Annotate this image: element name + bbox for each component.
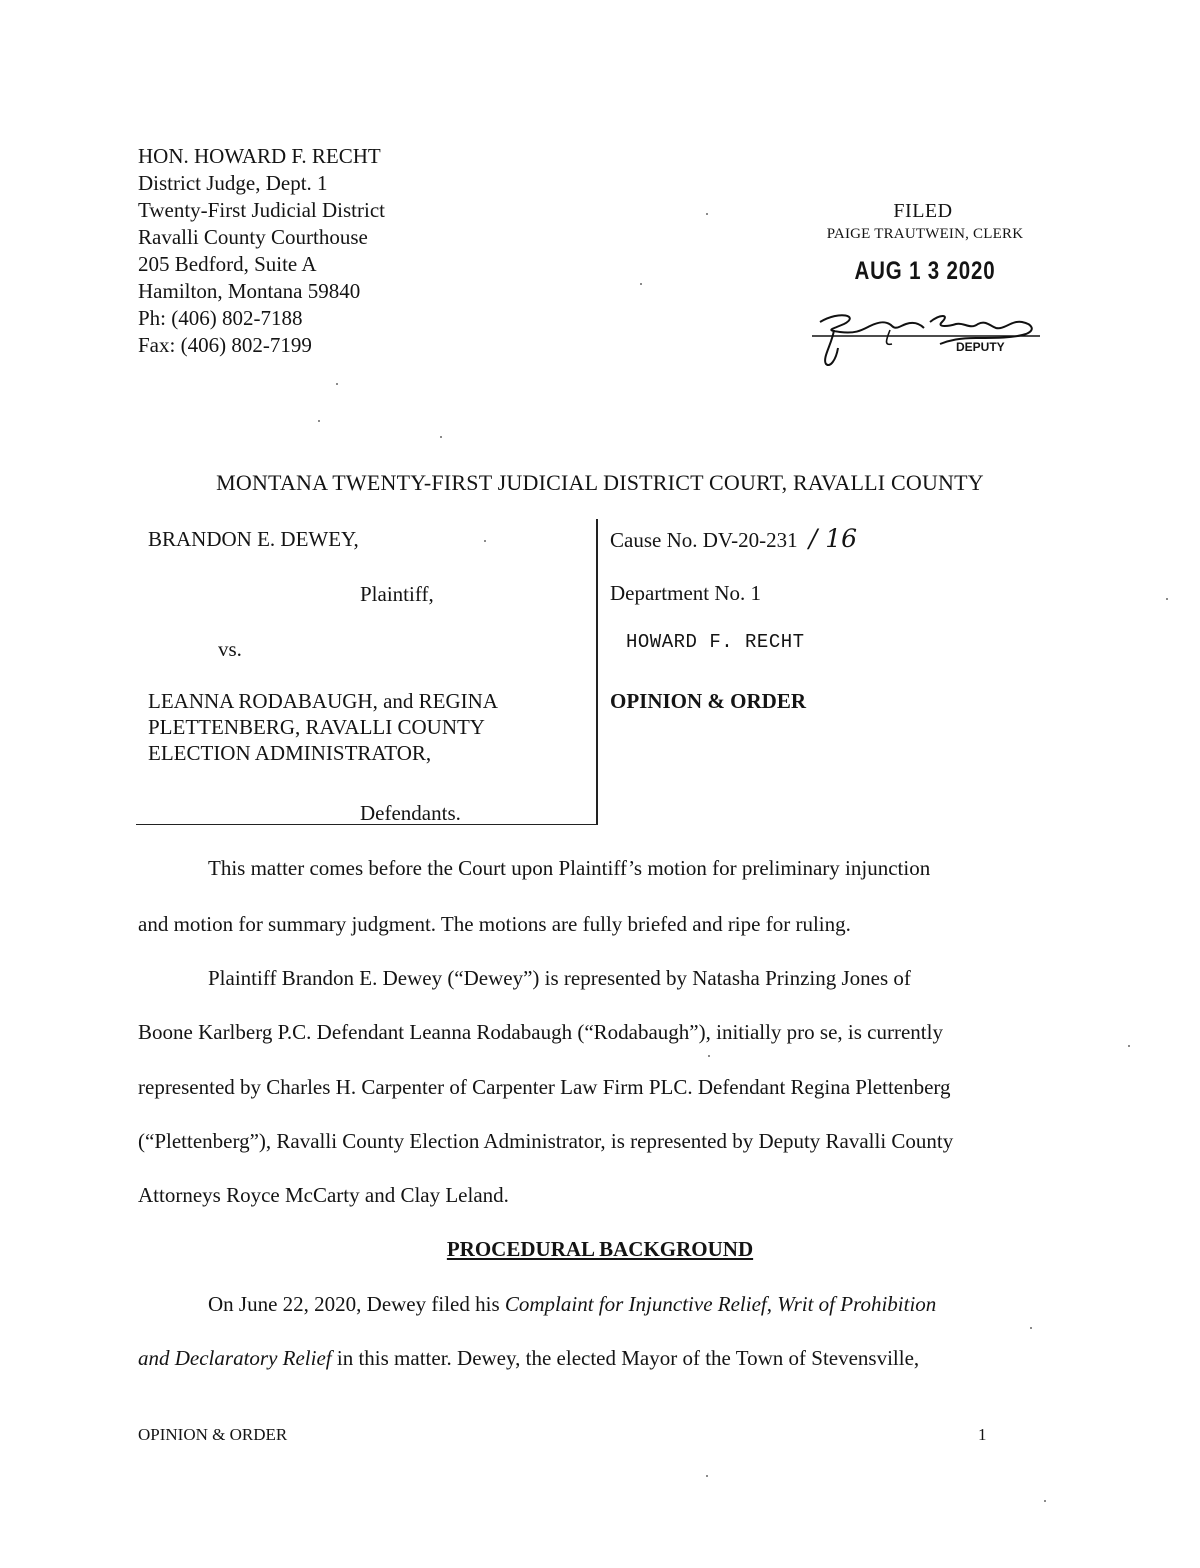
stamp-filed: FILED — [893, 200, 953, 222]
scan-speck — [1166, 598, 1168, 600]
paragraph-2-line-5: Attorneys Royce McCarty and Clay Leland. — [138, 1183, 509, 1207]
stamp-deputy: DEPUTY — [956, 340, 1005, 354]
judge-city: Hamilton, Montana 59840 — [138, 279, 361, 303]
scan-speck — [708, 1055, 710, 1057]
judge-district: Twenty-First Judicial District — [138, 198, 385, 222]
judge-courthouse: Ravalli County Courthouse — [138, 225, 368, 249]
paragraph-3-line-1-text: On June 22, 2020, Dewey filed his — [208, 1292, 505, 1316]
paragraph-2-line-4: (“Plettenberg”), Ravalli County Election Administrator, is represented by Deputy Ravalli County — [138, 1129, 954, 1153]
scan-speck — [640, 283, 642, 285]
judge-fax: Fax: (406) 802-7199 — [138, 333, 312, 357]
paragraph-3-line-1 — [208, 1292, 936, 1317]
paragraph-3-line-2 — [138, 1346, 919, 1371]
judge-name: HON. HOWARD F. RECHT — [138, 144, 381, 168]
stamp-clerk: PAIGE TRAUTWEIN, CLERK — [826, 226, 1024, 242]
judge-phone: Ph: (406) 802-7188 — [138, 306, 303, 330]
scan-speck — [706, 1475, 708, 1477]
scan-speck — [1128, 1045, 1130, 1047]
complaint-title-part-1: Complaint for Injunctive Relief, Writ of Prohibition — [504, 1292, 937, 1316]
page-number: 1 — [978, 1425, 987, 1444]
judge-street: 205 Bedford, Suite A — [138, 252, 317, 276]
paragraph-3-line-2-text: in this matter. Dewey, the elected Mayor of the Town of Stevensville, — [331, 1346, 920, 1370]
department-number: Department No. 1 — [610, 581, 762, 605]
paragraph-2-line-2: Boone Karlberg P.C. Defendant Leanna Rodabaugh (“Rodabaugh”), initially pro se, is currently — [138, 1020, 943, 1044]
scan-speck — [318, 420, 320, 422]
plaintiff-name: BRANDON E. DEWEY, — [148, 527, 359, 551]
versus: vs. — [218, 637, 242, 661]
judge-name-stamp: HOWARD F. RECHT — [626, 631, 805, 653]
caption-case-info — [610, 522, 1070, 822]
paragraph-1-line-1: This matter comes before the Court upon Plaintiff’s motion for preliminary injunction — [208, 856, 931, 880]
judge-address-block — [138, 143, 385, 359]
cause-handwritten: / 16 — [808, 524, 858, 553]
cause-number-text: Cause No. DV-20-231 — [610, 528, 798, 552]
deputy-signature — [800, 300, 1050, 378]
defendants-line-1: LEANNA RODABAUGH, and REGINA — [148, 689, 498, 713]
caption-divider — [596, 519, 598, 824]
scan-speck — [1044, 1500, 1046, 1502]
filed-stamp — [790, 200, 1060, 286]
scan-speck — [1030, 1327, 1032, 1329]
caption-parties — [136, 520, 598, 825]
footer-title: OPINION & ORDER — [138, 1425, 288, 1444]
judge-title: District Judge, Dept. 1 — [138, 171, 328, 195]
paragraph-1-line-2: and motion for summary judgment. The motions are fully briefed and ripe for ruling. — [138, 912, 851, 936]
stamp-date: AUG 1 3 2020 — [854, 257, 996, 285]
paragraph-2-line-1: Plaintiff Brandon E. Dewey (“Dewey”) is represented by Natasha Prinzing Jones of — [208, 966, 911, 990]
scan-speck — [484, 540, 486, 542]
court-title: MONTANA TWENTY-FIRST JUDICIAL DISTRICT COURT, RAVALLI COUNTY — [216, 470, 984, 495]
scan-speck — [706, 213, 708, 215]
defendants-label: Defendants. — [360, 801, 461, 825]
defendants-line-3: ELECTION ADMINISTRATOR, — [148, 741, 432, 765]
scan-speck — [336, 383, 338, 385]
complaint-title-part-2: and Declaratory Relief — [138, 1346, 332, 1370]
document-title: OPINION & ORDER — [610, 689, 807, 713]
defendants-line-2: PLETTENBERG, RAVALLI COUNTY — [148, 715, 485, 739]
cause-number — [610, 526, 857, 553]
scan-speck — [440, 436, 442, 438]
paragraph-2-line-3: represented by Charles H. Carpenter of Carpenter Law Firm PLC. Defendant Regina Plettenberg — [138, 1075, 951, 1099]
plaintiff-label: Plaintiff, — [360, 582, 434, 606]
section-heading: PROCEDURAL BACKGROUND — [446, 1237, 754, 1261]
